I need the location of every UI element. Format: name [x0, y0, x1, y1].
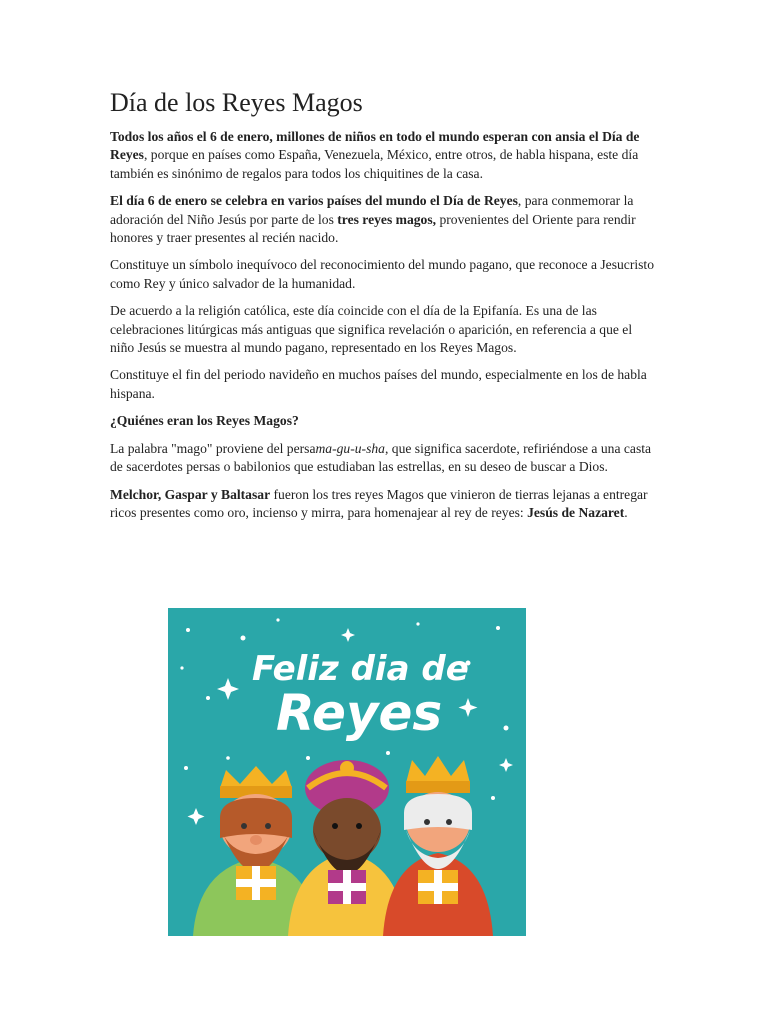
subheading [110, 412, 658, 430]
document-body [110, 88, 658, 531]
paragraph-2 [110, 192, 658, 247]
paragraph-3: Constituye un símbolo inequívoco del reconocimiento del mundo pagano, que reconoce a Jesucristo como Rey y único salvador de la humanidad. [110, 257, 654, 291]
reyes-illustration [168, 608, 526, 936]
bold-text: Todos los años el 6 de enero, millones de niños en todo el mundo esperan con ansia el Día de Reyes [110, 129, 640, 163]
paragraph-4: De acuerdo a la religión católica, este día coincide con el día de la Epifanía. Es una de las celebraciones litúrgicas más antiguas que significa revelación o aparición, en referencia a que el niño Jesús se muestra al mundo pagano, representado en los Reyes Magos. [110, 303, 633, 356]
bold-text: El día 6 de enero se celebra en varios países del mundo el Día de Reyes [110, 193, 518, 209]
greeting-line-2: Reyes [276, 684, 443, 742]
text: . [624, 504, 628, 520]
text: , para conmemorar la adoración del Niño Jesús por parte de los [110, 193, 634, 227]
text: fueron los tres reyes Magos que vinieron de tierras lejanas a entregar ricos presentes como oro, incienso y mirra, para homenajear al rey de reyes: [110, 486, 648, 520]
bold-text: Melchor, Gaspar y Baltasar [110, 486, 271, 502]
text: , que significa sacerdote, refiriéndose a una casta de sacerdotes persas o babilonios que estudiaban las estrellas, en su deseo de buscar a Dios. [110, 440, 652, 475]
paragraph-7 [110, 486, 658, 523]
text: La palabra "mago" proviene del persa [110, 440, 316, 456]
paragraph-1 [110, 128, 658, 183]
paragraph-6 [110, 440, 658, 477]
greeting-line-1: Feliz dia de [252, 649, 469, 689]
bold-text: tres reyes magos, [337, 211, 437, 227]
page-title: Día de los Reyes Magos [110, 88, 363, 117]
illustration-svg [168, 608, 526, 936]
text: , porque en países como España, Venezuela, México, entre otros, de habla hispana, este día también es sinónimo de regalos para todos los chiquitines de la casa. [110, 147, 639, 181]
subheading-text: ¿Quiénes eran los Reyes Magos? [110, 413, 299, 429]
paragraph-5: Constituye el fin del periodo navideño en muchos países del mundo, especialmente en los de habla hispana. [110, 367, 647, 401]
bold-text: Jesús de Nazaret [527, 504, 625, 520]
italic-text: ma-gu-u-sha [315, 440, 385, 456]
text: provenientes del Oriente para rendir honores y traer presentes al recién nacido. [110, 211, 636, 246]
